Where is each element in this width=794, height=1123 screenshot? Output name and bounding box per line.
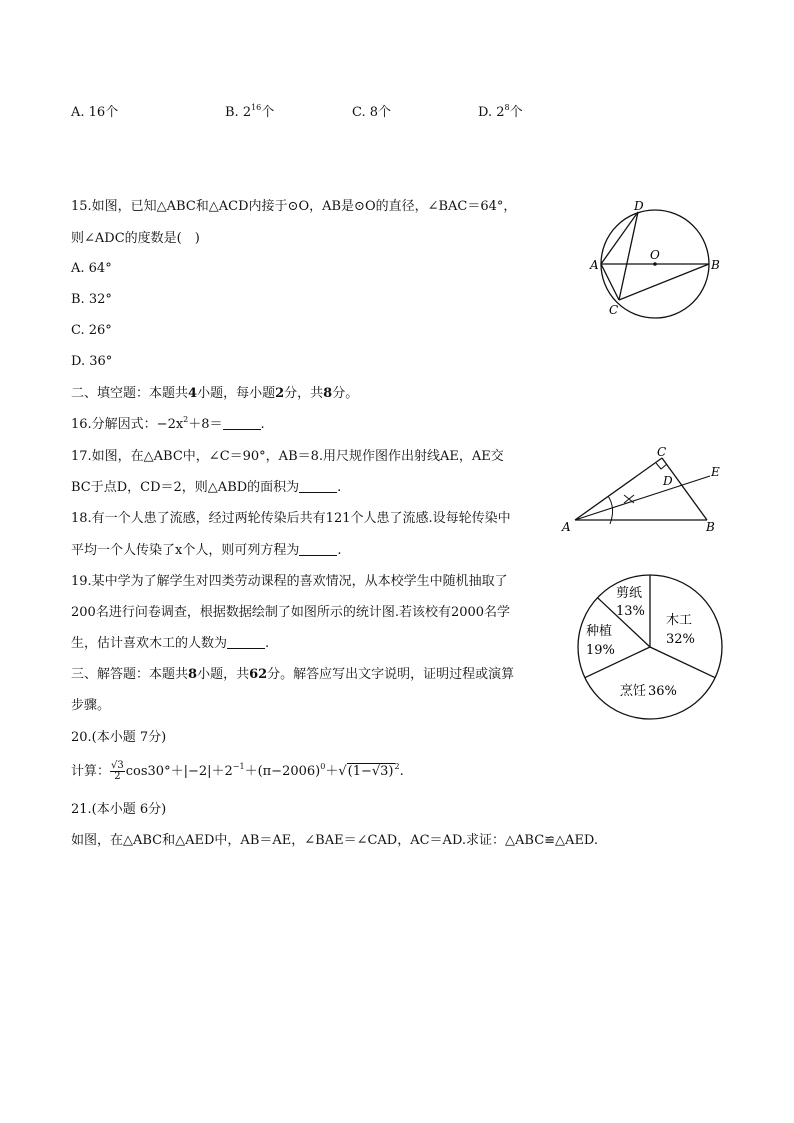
q15-option-d: D. 36° <box>71 354 113 369</box>
q21-stem: 如图，在△ABC和△AED中，AB＝AE，∠BAE＝∠CAD，AC＝AD.求证：△ABC≌△AED. <box>71 833 599 848</box>
answer-blank <box>299 480 337 493</box>
center-point <box>653 262 657 266</box>
ray-ae <box>575 476 710 520</box>
q19-pie-chart <box>576 568 724 726</box>
pie-label-zhongzhi: 种植 <box>586 624 613 639</box>
pie-pct-pengren: 36% <box>648 684 677 699</box>
q21-header: 21.(本小题 6分) <box>71 802 167 817</box>
q15-stem-line2: 则∠ADC的度数是( ) <box>71 231 200 246</box>
q14-option-c: C. 8个 <box>352 105 392 120</box>
q17-stem-line2: BC于点D，CD＝2，则△ABD的面积为 . <box>71 480 342 495</box>
pie-label-mugong: 木工 <box>666 613 693 628</box>
pie-pct-jianzhi: 13% <box>616 604 645 619</box>
pie-pct-mugong: 32% <box>666 632 695 647</box>
section3-heading-line1: 三、解答题：本题共8小题，共62分。解答应写出文字说明，证明过程或演算 <box>71 667 515 682</box>
q19-stem-line1: 19.某中学为了解学生对四类劳动课程的喜欢情况，从本校学生中随机抽取了 <box>71 574 508 589</box>
q17-stem-line1: 17.如图，在△ABC中，∠C＝90°，AB＝8.用尺规作图作出射线AE，AE交 <box>71 449 504 464</box>
q20-header: 20.(本小题 7分) <box>71 730 167 745</box>
q15-circle-figure <box>582 196 732 322</box>
q18-stem-line2: 平均一个人传染了x个人，则可列方程为 . <box>71 543 342 558</box>
label-c: C <box>657 445 667 459</box>
right-angle-mark <box>656 463 667 469</box>
fraction-sqrt3-over-2: $\frac{√3}{2}$ <box>111 760 124 782</box>
section2-heading: 二、填空题：本题共4小题，每小题2分，共8分。 <box>71 386 359 401</box>
q16-stem: 16.分解因式：$-2x^2+8=$ . <box>71 415 265 432</box>
section3-heading-line2: 步骤。 <box>71 698 111 713</box>
q14-option-b: B. $2^{16}$个 <box>225 103 275 120</box>
label-d: D <box>663 474 673 488</box>
pie-slice-boundary-1 <box>650 647 715 678</box>
label-b: B <box>706 520 715 534</box>
pie-pct-zhongzhi: 19% <box>586 643 615 658</box>
pie-label-jianzhi: 剪纸 <box>616 586 643 601</box>
pie-label-pengren: 烹饪 <box>620 684 647 699</box>
q19-stem-line3: 生，估计喜欢木工的人数为 . <box>71 636 270 651</box>
q15-option-b: B. 32° <box>71 292 112 307</box>
label-d: D <box>634 199 644 213</box>
answer-blank <box>223 417 261 430</box>
q15-stem-line1: 15.如图，已知△ABC和△ACD内接于⊙O，AB是⊙O的直径，∠BAC＝64°， <box>71 199 517 214</box>
q18-stem-line1: 18.有一个人患了流感，经过两轮传染后共有121个人患了流感.设每轮传染中 <box>71 511 511 526</box>
answer-blank <box>227 636 265 649</box>
answer-blank <box>299 543 337 556</box>
q14-option-d: D. $2^8$个 <box>478 103 523 120</box>
q14-option-a: A. 16个 <box>71 105 119 120</box>
segment-ac <box>575 458 662 520</box>
q17-triangle-figure <box>558 440 728 540</box>
q15-option-a: A. 64° <box>71 261 112 276</box>
q20-expression: 计算： $\frac{√3}{2}$ $\cos 30^\circ+|-2|+2^{-1}+(\pi-2006)^0+√(1-√3)^2$. <box>71 760 404 782</box>
label-a: A <box>562 520 571 534</box>
segment-cb <box>619 264 709 300</box>
label-b: B <box>711 258 720 272</box>
label-e: E <box>711 465 720 479</box>
q15-option-c: C. 26° <box>71 323 112 338</box>
label-c: C <box>609 303 619 317</box>
label-o: O <box>650 248 660 262</box>
label-a: A <box>590 258 599 272</box>
q19-stem-line2: 200名进行问卷调查，根据数据绘制了如图所示的统计图.若该校有2000名学 <box>71 605 511 620</box>
